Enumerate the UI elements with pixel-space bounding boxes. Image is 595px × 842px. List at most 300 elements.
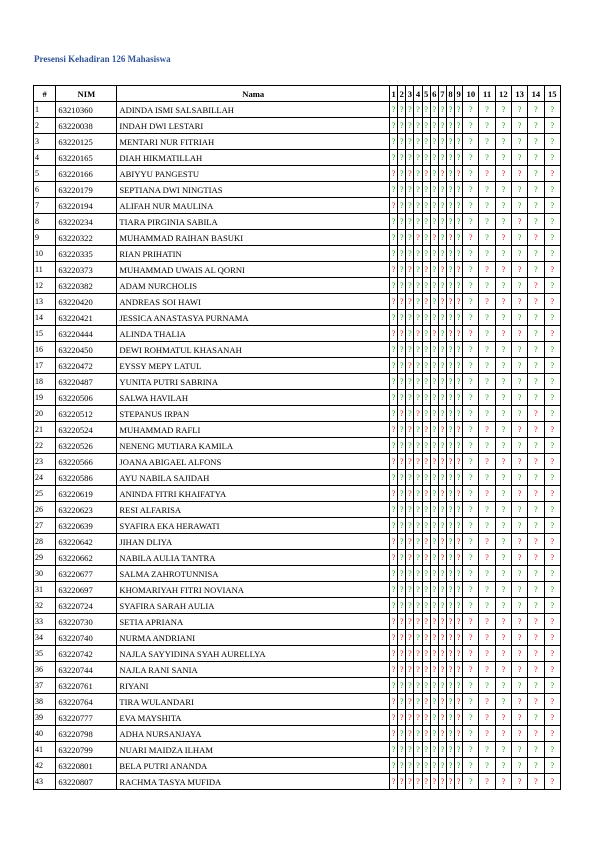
present-mark-icon: ? xyxy=(390,118,398,134)
student-nim: 63220724 xyxy=(56,598,117,614)
absent-mark-icon: ? xyxy=(446,646,454,662)
present-mark-icon: ? xyxy=(446,550,454,566)
present-mark-icon: ? xyxy=(495,390,511,406)
absent-mark-icon: ? xyxy=(390,710,398,726)
present-mark-icon: ? xyxy=(511,134,527,150)
present-mark-icon: ? xyxy=(528,518,544,534)
present-mark-icon: ? xyxy=(544,198,560,214)
absent-mark-icon: ? xyxy=(528,726,544,742)
absent-mark-icon: ? xyxy=(414,406,422,422)
absent-mark-icon: ? xyxy=(406,694,414,710)
row-number: 14 xyxy=(34,310,56,326)
present-mark-icon: ? xyxy=(438,518,446,534)
header-name: Nama xyxy=(117,86,390,102)
present-mark-icon: ? xyxy=(528,598,544,614)
present-mark-icon: ? xyxy=(511,278,527,294)
table-row xyxy=(34,310,561,326)
present-mark-icon: ? xyxy=(463,774,479,790)
present-mark-icon: ? xyxy=(422,246,430,262)
student-nim: 63220420 xyxy=(56,294,117,310)
absent-mark-icon: ? xyxy=(406,454,414,470)
absent-mark-icon: ? xyxy=(544,262,560,278)
present-mark-icon: ? xyxy=(430,342,438,358)
table-row xyxy=(34,614,561,630)
present-mark-icon: ? xyxy=(422,758,430,774)
present-mark-icon: ? xyxy=(438,278,446,294)
absent-mark-icon: ? xyxy=(511,550,527,566)
absent-mark-icon: ? xyxy=(398,662,406,678)
present-mark-icon: ? xyxy=(455,198,463,214)
absent-mark-icon: ? xyxy=(422,294,430,310)
present-mark-icon: ? xyxy=(544,134,560,150)
present-mark-icon: ? xyxy=(544,358,560,374)
row-number: 22 xyxy=(34,438,56,454)
present-mark-icon: ? xyxy=(479,678,495,694)
present-mark-icon: ? xyxy=(528,326,544,342)
present-mark-icon: ? xyxy=(446,134,454,150)
attendance-table xyxy=(33,85,561,790)
present-mark-icon: ? xyxy=(511,502,527,518)
present-mark-icon: ? xyxy=(544,182,560,198)
student-name: JESSICA ANASTASYA PURNAMA xyxy=(117,310,390,326)
absent-mark-icon: ? xyxy=(463,630,479,646)
student-nim: 63220744 xyxy=(56,662,117,678)
absent-mark-icon: ? xyxy=(455,614,463,630)
present-mark-icon: ? xyxy=(495,678,511,694)
present-mark-icon: ? xyxy=(455,566,463,582)
present-mark-icon: ? xyxy=(422,230,430,246)
absent-mark-icon: ? xyxy=(495,294,511,310)
student-nim: 63220623 xyxy=(56,502,117,518)
absent-mark-icon: ? xyxy=(406,726,414,742)
present-mark-icon: ? xyxy=(528,150,544,166)
absent-mark-icon: ? xyxy=(528,534,544,550)
present-mark-icon: ? xyxy=(398,438,406,454)
absent-mark-icon: ? xyxy=(528,422,544,438)
present-mark-icon: ? xyxy=(446,678,454,694)
absent-mark-icon: ? xyxy=(455,534,463,550)
present-mark-icon: ? xyxy=(390,214,398,230)
table-row xyxy=(34,742,561,758)
absent-mark-icon: ? xyxy=(390,662,398,678)
row-number: 18 xyxy=(34,374,56,390)
student-name: TIRA WULANDARI xyxy=(117,694,390,710)
present-mark-icon: ? xyxy=(430,374,438,390)
absent-mark-icon: ? xyxy=(455,774,463,790)
present-mark-icon: ? xyxy=(455,102,463,118)
header-meeting-10: 10 xyxy=(463,86,479,102)
present-mark-icon: ? xyxy=(463,134,479,150)
absent-mark-icon: ? xyxy=(479,630,495,646)
present-mark-icon: ? xyxy=(390,566,398,582)
header-meeting-2: 2 xyxy=(398,86,406,102)
absent-mark-icon: ? xyxy=(422,262,430,278)
present-mark-icon: ? xyxy=(463,198,479,214)
present-mark-icon: ? xyxy=(438,598,446,614)
present-mark-icon: ? xyxy=(463,438,479,454)
absent-mark-icon: ? xyxy=(511,710,527,726)
present-mark-icon: ? xyxy=(398,486,406,502)
present-mark-icon: ? xyxy=(528,566,544,582)
absent-mark-icon: ? xyxy=(390,422,398,438)
present-mark-icon: ? xyxy=(414,742,422,758)
absent-mark-icon: ? xyxy=(398,454,406,470)
table-row xyxy=(34,150,561,166)
present-mark-icon: ? xyxy=(430,294,438,310)
absent-mark-icon: ? xyxy=(511,726,527,742)
table-row xyxy=(34,214,561,230)
present-mark-icon: ? xyxy=(479,374,495,390)
student-name: JOANA ABIGAEL ALFONS xyxy=(117,454,390,470)
row-number: 15 xyxy=(34,326,56,342)
absent-mark-icon: ? xyxy=(390,262,398,278)
present-mark-icon: ? xyxy=(430,310,438,326)
present-mark-icon: ? xyxy=(398,598,406,614)
absent-mark-icon: ? xyxy=(390,614,398,630)
absent-mark-icon: ? xyxy=(528,550,544,566)
row-number: 25 xyxy=(34,486,56,502)
present-mark-icon: ? xyxy=(495,518,511,534)
present-mark-icon: ? xyxy=(446,198,454,214)
table-row xyxy=(34,358,561,374)
absent-mark-icon: ? xyxy=(438,662,446,678)
present-mark-icon: ? xyxy=(455,518,463,534)
present-mark-icon: ? xyxy=(544,502,560,518)
present-mark-icon: ? xyxy=(414,502,422,518)
absent-mark-icon: ? xyxy=(495,630,511,646)
student-nim: 63220777 xyxy=(56,710,117,726)
present-mark-icon: ? xyxy=(422,150,430,166)
table-row xyxy=(34,550,561,566)
present-mark-icon: ? xyxy=(390,678,398,694)
present-mark-icon: ? xyxy=(528,438,544,454)
row-number: 19 xyxy=(34,390,56,406)
absent-mark-icon: ? xyxy=(544,454,560,470)
row-number: 12 xyxy=(34,278,56,294)
absent-mark-icon: ? xyxy=(479,486,495,502)
present-mark-icon: ? xyxy=(398,246,406,262)
present-mark-icon: ? xyxy=(430,710,438,726)
present-mark-icon: ? xyxy=(446,566,454,582)
present-mark-icon: ? xyxy=(463,454,479,470)
absent-mark-icon: ? xyxy=(495,614,511,630)
student-name: BELA PUTRI ANANDA xyxy=(117,758,390,774)
absent-mark-icon: ? xyxy=(422,166,430,182)
absent-mark-icon: ? xyxy=(455,662,463,678)
absent-mark-icon: ? xyxy=(479,422,495,438)
table-row xyxy=(34,102,561,118)
present-mark-icon: ? xyxy=(479,102,495,118)
present-mark-icon: ? xyxy=(398,390,406,406)
absent-mark-icon: ? xyxy=(406,166,414,182)
present-mark-icon: ? xyxy=(479,566,495,582)
absent-mark-icon: ? xyxy=(414,774,422,790)
student-nim: 63220194 xyxy=(56,198,117,214)
student-name: JIHAN DLIYA xyxy=(117,534,390,550)
present-mark-icon: ? xyxy=(406,182,414,198)
absent-mark-icon: ? xyxy=(544,422,560,438)
present-mark-icon: ? xyxy=(438,566,446,582)
header-meeting-8: 8 xyxy=(446,86,454,102)
student-name: SALWA HAVILAH xyxy=(117,390,390,406)
present-mark-icon: ? xyxy=(479,246,495,262)
present-mark-icon: ? xyxy=(430,582,438,598)
absent-mark-icon: ? xyxy=(528,662,544,678)
student-nim: 63220335 xyxy=(56,246,117,262)
row-number: 29 xyxy=(34,550,56,566)
absent-mark-icon: ? xyxy=(479,294,495,310)
present-mark-icon: ? xyxy=(438,246,446,262)
absent-mark-icon: ? xyxy=(390,198,398,214)
present-mark-icon: ? xyxy=(463,118,479,134)
absent-mark-icon: ? xyxy=(446,230,454,246)
absent-mark-icon: ? xyxy=(438,694,446,710)
absent-mark-icon: ? xyxy=(495,662,511,678)
student-nim: 63220373 xyxy=(56,262,117,278)
present-mark-icon: ? xyxy=(463,598,479,614)
absent-mark-icon: ? xyxy=(390,694,398,710)
present-mark-icon: ? xyxy=(446,694,454,710)
absent-mark-icon: ? xyxy=(398,646,406,662)
present-mark-icon: ? xyxy=(414,470,422,486)
row-number: 20 xyxy=(34,406,56,422)
present-mark-icon: ? xyxy=(495,182,511,198)
present-mark-icon: ? xyxy=(511,678,527,694)
absent-mark-icon: ? xyxy=(406,486,414,502)
present-mark-icon: ? xyxy=(479,278,495,294)
present-mark-icon: ? xyxy=(406,326,414,342)
student-nim: 63220730 xyxy=(56,614,117,630)
present-mark-icon: ? xyxy=(463,726,479,742)
absent-mark-icon: ? xyxy=(495,710,511,726)
present-mark-icon: ? xyxy=(430,102,438,118)
present-mark-icon: ? xyxy=(398,566,406,582)
present-mark-icon: ? xyxy=(463,582,479,598)
present-mark-icon: ? xyxy=(430,278,438,294)
present-mark-icon: ? xyxy=(463,262,479,278)
table-row xyxy=(34,374,561,390)
present-mark-icon: ? xyxy=(422,102,430,118)
present-mark-icon: ? xyxy=(406,230,414,246)
absent-mark-icon: ? xyxy=(511,454,527,470)
row-number: 21 xyxy=(34,422,56,438)
absent-mark-icon: ? xyxy=(446,294,454,310)
student-nim: 63220165 xyxy=(56,150,117,166)
absent-mark-icon: ? xyxy=(511,614,527,630)
header-meeting-6: 6 xyxy=(430,86,438,102)
absent-mark-icon: ? xyxy=(406,662,414,678)
present-mark-icon: ? xyxy=(390,758,398,774)
absent-mark-icon: ? xyxy=(479,614,495,630)
student-name: MUHAMMAD RAIHAN BASUKI xyxy=(117,230,390,246)
present-mark-icon: ? xyxy=(446,502,454,518)
absent-mark-icon: ? xyxy=(438,454,446,470)
table-row xyxy=(34,118,561,134)
present-mark-icon: ? xyxy=(422,182,430,198)
student-name: DEWI ROHMATUL KHASANAH xyxy=(117,342,390,358)
absent-mark-icon: ? xyxy=(455,726,463,742)
present-mark-icon: ? xyxy=(422,502,430,518)
present-mark-icon: ? xyxy=(446,246,454,262)
present-mark-icon: ? xyxy=(390,438,398,454)
present-mark-icon: ? xyxy=(495,470,511,486)
header-meeting-15: 15 xyxy=(544,86,560,102)
table-row xyxy=(34,230,561,246)
present-mark-icon: ? xyxy=(430,438,438,454)
absent-mark-icon: ? xyxy=(511,214,527,230)
present-mark-icon: ? xyxy=(414,374,422,390)
present-mark-icon: ? xyxy=(430,198,438,214)
absent-mark-icon: ? xyxy=(390,774,398,790)
present-mark-icon: ? xyxy=(511,758,527,774)
present-mark-icon: ? xyxy=(398,262,406,278)
present-mark-icon: ? xyxy=(438,134,446,150)
absent-mark-icon: ? xyxy=(422,774,430,790)
absent-mark-icon: ? xyxy=(544,726,560,742)
present-mark-icon: ? xyxy=(479,342,495,358)
present-mark-icon: ? xyxy=(544,470,560,486)
present-mark-icon: ? xyxy=(511,438,527,454)
student-name: INDAH DWI LESTARI xyxy=(117,118,390,134)
student-name: EVA MAYSHITA xyxy=(117,710,390,726)
row-number: 34 xyxy=(34,630,56,646)
absent-mark-icon: ? xyxy=(455,710,463,726)
absent-mark-icon: ? xyxy=(406,710,414,726)
present-mark-icon: ? xyxy=(406,758,414,774)
absent-mark-icon: ? xyxy=(479,262,495,278)
present-mark-icon: ? xyxy=(495,406,511,422)
present-mark-icon: ? xyxy=(479,758,495,774)
absent-mark-icon: ? xyxy=(455,646,463,662)
table-row xyxy=(34,486,561,502)
absent-mark-icon: ? xyxy=(544,630,560,646)
present-mark-icon: ? xyxy=(446,310,454,326)
present-mark-icon: ? xyxy=(406,582,414,598)
present-mark-icon: ? xyxy=(446,710,454,726)
present-mark-icon: ? xyxy=(463,422,479,438)
absent-mark-icon: ? xyxy=(414,662,422,678)
present-mark-icon: ? xyxy=(479,214,495,230)
student-nim: 63220807 xyxy=(56,774,117,790)
student-name: ALINDA THALIA xyxy=(117,326,390,342)
absent-mark-icon: ? xyxy=(390,726,398,742)
absent-mark-icon: ? xyxy=(495,774,511,790)
absent-mark-icon: ? xyxy=(438,726,446,742)
student-name: SEPTIANA DWI NINGTIAS xyxy=(117,182,390,198)
present-mark-icon: ? xyxy=(463,214,479,230)
present-mark-icon: ? xyxy=(438,230,446,246)
absent-mark-icon: ? xyxy=(422,550,430,566)
present-mark-icon: ? xyxy=(528,198,544,214)
present-mark-icon: ? xyxy=(398,758,406,774)
present-mark-icon: ? xyxy=(495,134,511,150)
present-mark-icon: ? xyxy=(528,166,544,182)
student-nim: 63220677 xyxy=(56,566,117,582)
absent-mark-icon: ? xyxy=(544,166,560,182)
student-name: MUHAMMAD UWAIS AL QORNI xyxy=(117,262,390,278)
present-mark-icon: ? xyxy=(430,470,438,486)
present-mark-icon: ? xyxy=(495,374,511,390)
present-mark-icon: ? xyxy=(463,470,479,486)
present-mark-icon: ? xyxy=(528,342,544,358)
present-mark-icon: ? xyxy=(398,182,406,198)
present-mark-icon: ? xyxy=(414,678,422,694)
present-mark-icon: ? xyxy=(479,518,495,534)
present-mark-icon: ? xyxy=(544,406,560,422)
present-mark-icon: ? xyxy=(430,726,438,742)
present-mark-icon: ? xyxy=(414,630,422,646)
present-mark-icon: ? xyxy=(528,390,544,406)
absent-mark-icon: ? xyxy=(511,630,527,646)
present-mark-icon: ? xyxy=(406,342,414,358)
present-mark-icon: ? xyxy=(438,390,446,406)
present-mark-icon: ? xyxy=(430,166,438,182)
present-mark-icon: ? xyxy=(463,550,479,566)
present-mark-icon: ? xyxy=(398,742,406,758)
present-mark-icon: ? xyxy=(511,102,527,118)
present-mark-icon: ? xyxy=(430,518,438,534)
present-mark-icon: ? xyxy=(544,678,560,694)
present-mark-icon: ? xyxy=(495,342,511,358)
row-number: 13 xyxy=(34,294,56,310)
present-mark-icon: ? xyxy=(463,534,479,550)
present-mark-icon: ? xyxy=(430,566,438,582)
table-row xyxy=(34,534,561,550)
student-nim: 63220761 xyxy=(56,678,117,694)
present-mark-icon: ? xyxy=(495,550,511,566)
absent-mark-icon: ? xyxy=(422,694,430,710)
present-mark-icon: ? xyxy=(422,470,430,486)
absent-mark-icon: ? xyxy=(455,422,463,438)
student-name: NAJLA SAYYIDINA SYAH AURELLYA xyxy=(117,646,390,662)
absent-mark-icon: ? xyxy=(455,630,463,646)
absent-mark-icon: ? xyxy=(406,534,414,550)
present-mark-icon: ? xyxy=(446,342,454,358)
present-mark-icon: ? xyxy=(528,310,544,326)
present-mark-icon: ? xyxy=(495,214,511,230)
student-nim: 63220740 xyxy=(56,630,117,646)
absent-mark-icon: ? xyxy=(398,614,406,630)
present-mark-icon: ? xyxy=(463,278,479,294)
row-number: 35 xyxy=(34,646,56,662)
present-mark-icon: ? xyxy=(406,118,414,134)
absent-mark-icon: ? xyxy=(528,454,544,470)
absent-mark-icon: ? xyxy=(455,166,463,182)
absent-mark-icon: ? xyxy=(446,614,454,630)
present-mark-icon: ? xyxy=(528,214,544,230)
present-mark-icon: ? xyxy=(438,742,446,758)
present-mark-icon: ? xyxy=(406,742,414,758)
absent-mark-icon: ? xyxy=(398,294,406,310)
row-number: 3 xyxy=(34,134,56,150)
present-mark-icon: ? xyxy=(422,214,430,230)
table-row xyxy=(34,518,561,534)
present-mark-icon: ? xyxy=(463,518,479,534)
present-mark-icon: ? xyxy=(479,598,495,614)
absent-mark-icon: ? xyxy=(438,486,446,502)
present-mark-icon: ? xyxy=(390,102,398,118)
absent-mark-icon: ? xyxy=(495,326,511,342)
absent-mark-icon: ? xyxy=(528,486,544,502)
present-mark-icon: ? xyxy=(495,758,511,774)
present-mark-icon: ? xyxy=(495,246,511,262)
present-mark-icon: ? xyxy=(406,390,414,406)
present-mark-icon: ? xyxy=(528,710,544,726)
present-mark-icon: ? xyxy=(463,294,479,310)
present-mark-icon: ? xyxy=(446,438,454,454)
row-number: 1 xyxy=(34,102,56,118)
present-mark-icon: ? xyxy=(390,134,398,150)
